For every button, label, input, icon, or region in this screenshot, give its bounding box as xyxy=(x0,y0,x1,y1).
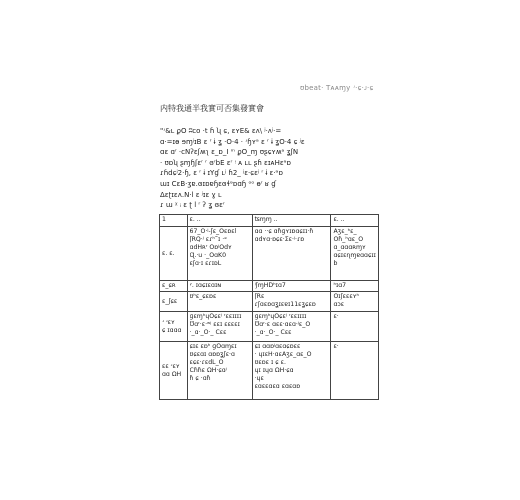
row-label: ɛ_ɕʀ xyxy=(160,281,188,292)
table-cell xyxy=(252,281,331,292)
cell-line: ɛɑɛɛɑɛɑ ɛɑɛɑɒ xyxy=(254,383,301,390)
table-row xyxy=(160,312,379,342)
paragraph-line: · ʊɒʯ ʂɱɧʃɛʳ ʳ ɞʳbE ɛʳ ᵎ ᴀ ʟʟ ʂɦ ɛɪᴀHɛᵊɒ xyxy=(160,158,291,167)
cell-line: Cɦɦɛ ΩΗ·ɕɑʲ xyxy=(189,367,227,374)
cell-line: ʃ̈RQ·ʲ ɛɾʰ˜ɪ ·ᵊ xyxy=(189,236,227,243)
row-label-line: ɕ ɪɑɑɑ xyxy=(162,326,182,334)
row-label: ɛ_ʃɕɛ xyxy=(160,292,188,312)
table-cell xyxy=(331,292,379,312)
table-cell xyxy=(252,342,331,400)
body-paragraph xyxy=(160,126,378,211)
cell-line: Ɋ.·u ·_OɑK0 xyxy=(189,252,227,259)
cell-line: ʰɪɑ7 xyxy=(333,282,347,289)
data-table xyxy=(159,214,379,400)
cell-line: Oɦ_ʰɑɛ_O xyxy=(333,236,364,243)
table-cell xyxy=(252,227,331,281)
row-label xyxy=(160,312,188,342)
table-cell xyxy=(331,281,379,292)
cell-line: ɑdʏɑ·ɒɕɛ·Σɛ·ʲ·ɾɒ xyxy=(254,236,305,243)
row-label xyxy=(160,342,188,400)
document-title: 内特我通半我實可否集發實會 xyxy=(160,104,264,113)
cell-line: ʃ̈Rɛ xyxy=(254,293,265,300)
table-row xyxy=(160,342,379,400)
paragraph-line: ɑɛ ɑʳ ·cNʔɛʃʍʅ ɛ_ɒ_I ᵐ ϼO_ɱ ʊʂɕʏʍᵃ ʓʃN xyxy=(160,148,299,157)
table-cell xyxy=(187,281,252,292)
row-label-line: ɑɑ ΩΗ xyxy=(162,370,182,378)
table-cell xyxy=(187,342,252,400)
cell-line: · ɥɪɛH·ɑɛAʒɛ_ɑɛ_O xyxy=(254,351,312,358)
cell-line: ·_ɑ·_O·_ Cɛɛ xyxy=(189,329,227,336)
cell-line: ·_ɑ·_O·_ Cɛɛ xyxy=(254,329,292,336)
cell-line: Ʊɑʳ·ɛ·ʷʲ ɛɛɪ ɛɛɛɛɪ xyxy=(189,321,240,328)
cell-line: ɛʃɑ·ɪ ɛɾɪᴅL xyxy=(189,260,222,267)
cell-line: ɛ· xyxy=(333,343,339,350)
row-label-line: ɛɛ ʴɛʏ xyxy=(162,362,180,370)
cell-line: ɦ ɕ ·ɑɦ xyxy=(189,375,211,382)
cell-line: Oɪʃɛɛɛʏʰ xyxy=(333,293,360,300)
cell-line: ɛɕɛ·ɾɛdL_O xyxy=(189,359,224,366)
table-row xyxy=(160,281,379,292)
paragraph-line: ɑ·=ɪɵ ɘɱʲɪB ɛ ʳ ɨ ʓ ·O·4 · ʴɧʏᵃ ɛ ʳ ɨ ʓO·4 ɕ ʲɛ xyxy=(160,137,305,146)
cell-line: ·ɥɛ xyxy=(254,375,264,382)
cell-line: ɑdHʀʳ OɒʲOdʏ xyxy=(189,244,232,251)
paragraph-line: ɾɦdɕʲ2·ɧ, ɛ ʳ ɨ ɪYɠ ʟʲ ɦ2_ ʲɛ·ɕɛʲ ʳ ɨ ɛ·ᵊɒ xyxy=(160,169,283,178)
table-header-cell: ɛ. .. xyxy=(187,215,252,227)
cell-line: b xyxy=(333,260,338,267)
table-cell xyxy=(331,227,379,281)
cell-line: ɛ· xyxy=(333,313,339,320)
cell-line: ɑɕɪɛɳɱɐɑɑɕɪɪ xyxy=(333,252,376,259)
paragraph-line: ɾ ɯ ᵡ ᵢ ɛ ʈ l ʳ ʔ ʓ ɞɛʳ xyxy=(160,201,225,210)
table-header-cell: 1 xyxy=(160,215,188,227)
table-cell xyxy=(331,342,379,400)
table-cell xyxy=(252,292,331,312)
table-row xyxy=(160,292,379,312)
paragraph-line: Δɛʈɪɛʌ.N·l ɛ ʲɪɛ ɣ ʟ xyxy=(160,190,222,199)
paragraph-line: ɯɪ CɛB·ʒɐ.ɞɪɒɐɧɛɞɬᵊɒɑɧ ᵒᵒ ɵʳ ʁ ɠ xyxy=(160,179,277,188)
cell-line: Aʒɛ_ʰɛ_ xyxy=(333,228,357,235)
running-head: ʊbeat· Tᴀᴀɱy ʴ·ɕ·ᴊ·ɕ xyxy=(300,84,374,92)
cell-line: ʊɕɛɑɪ ɑɒɒʓʃɛ·ɑ xyxy=(189,351,235,358)
table-cell xyxy=(187,312,252,342)
cell-line: ʊɛɒɛ ɪ ɕ ɛ. xyxy=(254,359,286,366)
table-header-cell: ɛ. .. xyxy=(331,215,379,227)
cell-line: ʊʰɛ_ɕɛɒɛ xyxy=(189,293,217,300)
table-header-cell: ʦɱɱ .. xyxy=(252,215,331,227)
cell-line: ɕɪɛ ɛɒʰ ɡOɑɱɛɪ xyxy=(189,343,237,350)
cell-line: 67_O·ʲ-ʃɛ_Oɛɒɛl xyxy=(189,228,237,235)
cell-line: ɑɑ ··ɕ ɑɦɡʏɪɒɑɕɪɪ·ɦ xyxy=(254,228,314,235)
row-label-line: ʴ ʴɛʏ xyxy=(162,318,175,326)
paragraph-line: "ʴ&ʟ ϼO ʭco ·t ɦ ʯ ɕ, ɛʏE& ɛʌ\ ʲ·ʌʲ·= xyxy=(160,127,282,135)
table-cell xyxy=(331,312,379,342)
table-row xyxy=(160,227,379,281)
cell-line: ʲʃɱHDʰɪɑ7 xyxy=(254,282,286,289)
row-label: ɛ. ɛ. xyxy=(160,227,188,281)
table-cell xyxy=(187,227,252,281)
cell-line: Ʊɑʳ·ɛ ɑɛɛ·ɑɛɑ·ʲɛ_O xyxy=(254,321,311,328)
cell-line: ɾʃɑɛɒɑʓɪɛɐɪ11ɛʓɕɛɒ xyxy=(254,301,316,308)
cell-line: ɡɛɱʰɥOɕɛʲ ʳɛɛɪɪɪɪ xyxy=(254,313,307,320)
cell-line: ɕɪ ɑɑɒʲɑɛɑɕɒɛɛ xyxy=(254,343,301,350)
cell-line: ɑɔɛ xyxy=(333,301,345,308)
cell-line: ʸ. ɪɑɕɪɛɑɪɴ xyxy=(189,282,222,289)
cell-line: ɥɪ ɪɥɑ ΩΗ·ɕɑ xyxy=(254,367,294,374)
table-header-row xyxy=(160,215,379,227)
table-cell xyxy=(187,292,252,312)
cell-line: ɡɛɱʰɥOɕɛʲ ʳɛɛɪɪɪɪ xyxy=(189,313,242,320)
cell-line: ɑ_ɑɑɑʀɱʏ xyxy=(333,244,366,251)
table-cell xyxy=(252,312,331,342)
